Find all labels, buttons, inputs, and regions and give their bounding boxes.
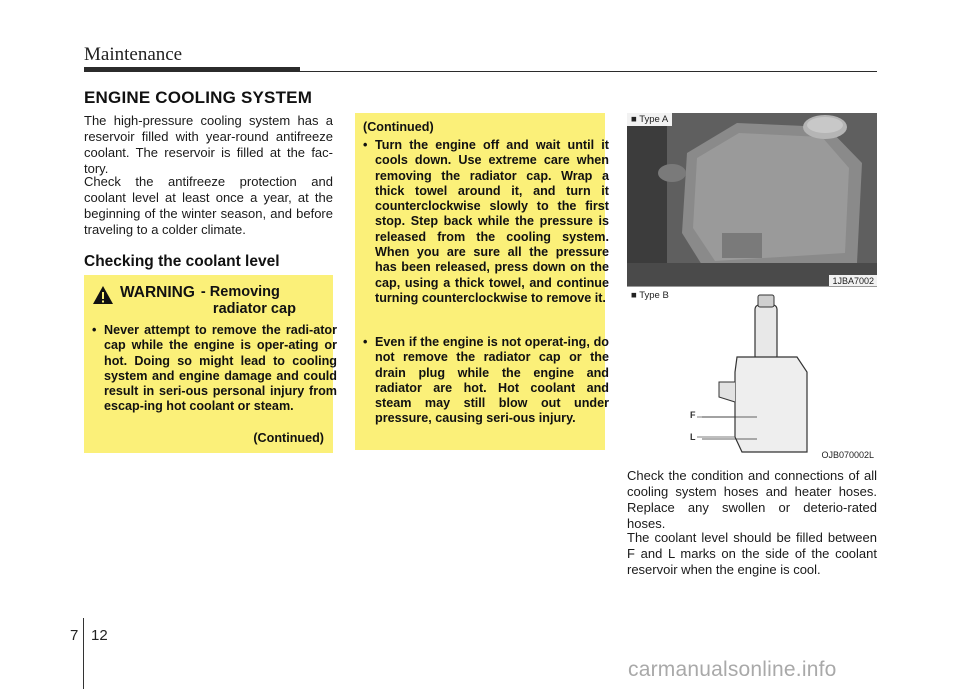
- type-a-label: ■ Type A: [627, 113, 672, 126]
- type-a-code: 1JBA7002: [829, 275, 877, 287]
- bullet-dot: •: [363, 335, 368, 349]
- coolant-reservoir-photo-a: [627, 113, 877, 287]
- page-number: 12: [91, 627, 108, 644]
- figure-divider: [627, 286, 877, 287]
- header-rule-thin: [300, 71, 877, 72]
- hoses-paragraph: Check the condition and connections of all cooling system hoses and heater hoses. Replace any swollen or deterio-rated hoses.: [627, 468, 877, 531]
- warning-header: [92, 284, 328, 318]
- warning-subtitle: [201, 284, 296, 318]
- warning-word: WARNING: [120, 284, 195, 301]
- warning-box: [84, 275, 337, 453]
- type-b-label: ■ Type B: [631, 290, 669, 301]
- chapter-number: 7: [70, 627, 79, 644]
- warning-subtitle-line1: - Removing: [200, 284, 280, 300]
- mark-l: L: [690, 432, 696, 442]
- section-title: ENGINE COOLING SYSTEM: [84, 88, 313, 107]
- subheading: Checking the coolant level: [84, 253, 280, 270]
- warning-continued: (Continued): [253, 431, 324, 445]
- warning-bullet: • Never attempt to remove the radi-ator cap while the engine is oper-ating or hot. Doing so might lead to cooling system and engine damage and could result in seri-ous personal injury from escap-ing hot coolant or steam.: [92, 323, 337, 414]
- continued-label: (Continued): [363, 120, 434, 134]
- warning-triangle-icon: [92, 285, 114, 305]
- mark-f: F: [690, 410, 696, 420]
- footer-rule: [83, 618, 84, 689]
- continued-bullet-2: • Even if the engine is not operat-ing, do not remove the radiator cap or the drain plug while the engine and radiator are hot. Hot coolant and steam may still blow out under pressure, causing seri-ous injury.: [363, 335, 609, 426]
- header-title: Maintenance: [84, 44, 183, 65]
- watermark: carmanualsonline.info: [628, 658, 837, 681]
- continued-warning-box: [355, 113, 609, 450]
- bullet-dot: •: [363, 138, 368, 152]
- warning-subtitle-line2: radiator cap: [212, 301, 296, 317]
- figure-type-b: [627, 287, 877, 462]
- header-rule-thick: [84, 67, 300, 72]
- continued-bullet-1: • Turn the engine off and wait until it cools down. Use extreme care when removing the radiator cap. Wrap a thick towel around it, and turn it counterclockwise slowly to the first stop. Step back while the pressure is released from the cooling system. When you are sure all the pressure has been released, press down on the cap, using a thick towel, and continue turning counterclockwise to remove it.: [363, 138, 609, 305]
- figure-type-a: [627, 113, 877, 287]
- check-paragraph: Check the antifreeze protection and coolant level at least once a year, at the beginning of the winter season, and before traveling to a colder climate.: [84, 174, 333, 237]
- coolant-reservoir-drawing-b: [627, 287, 877, 462]
- intro-paragraph: The high-pressure cooling system has a reservoir filled with year-round antifreeze coolant. The reservoir is filled at the fac-tory.: [84, 113, 333, 176]
- level-paragraph: The coolant level should be filled between F and L marks on the side of the coolant reservoir when the engine is cool.: [627, 530, 877, 577]
- bullet-dot: •: [92, 323, 97, 337]
- type-b-code: OJB070002L: [821, 450, 874, 460]
